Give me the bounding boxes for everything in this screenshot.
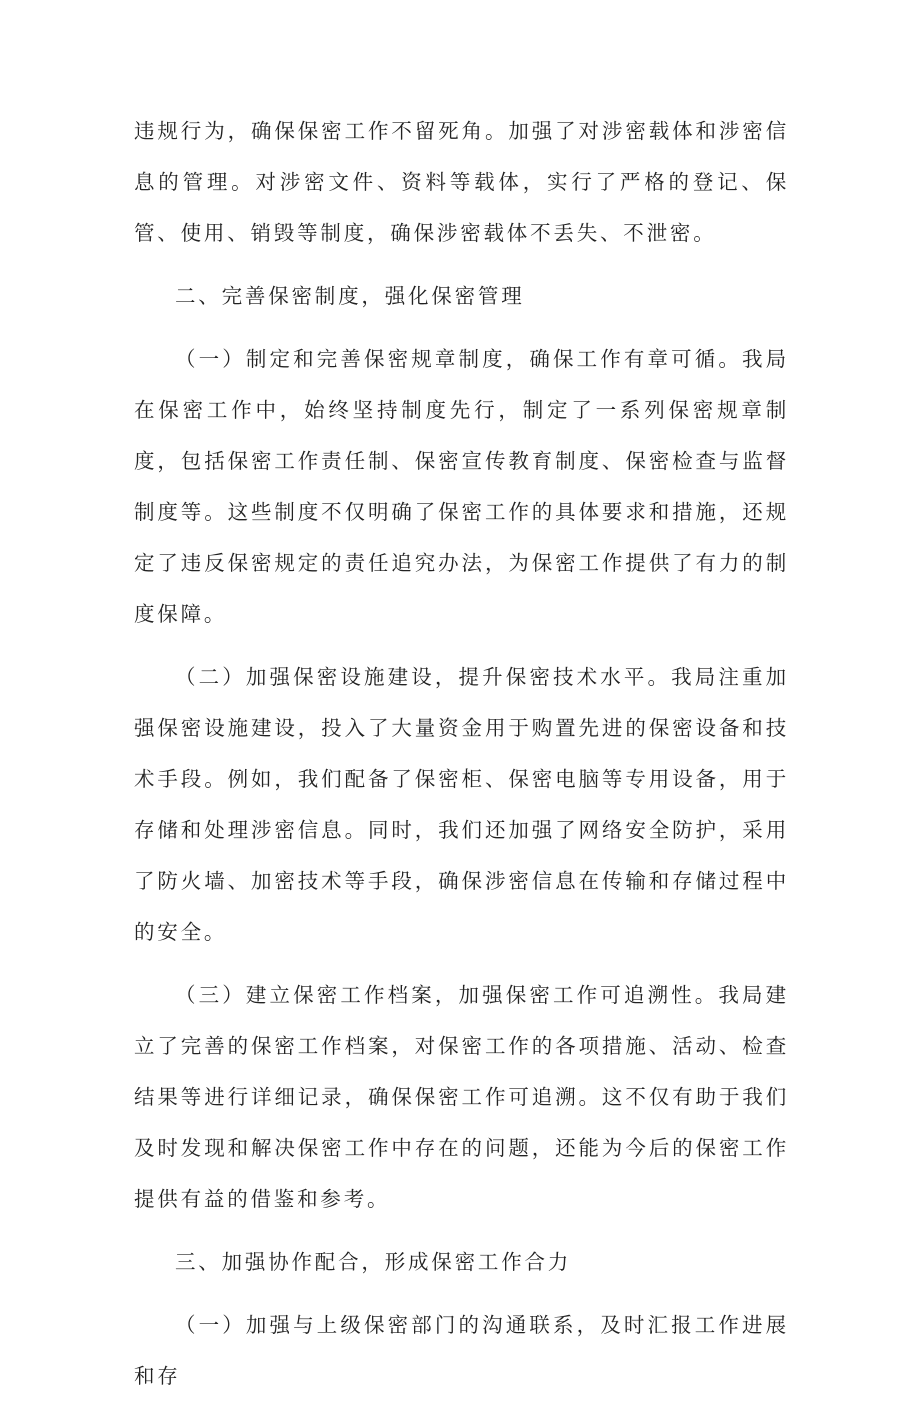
document-body: [134, 106, 789, 1414]
paragraph-2-2: （二）加强保密设施建设，提升保密技术水平。我局注重加强保密设施建设，投入了大量资金用于购置先进的保密设备和技术手段。例如，我们配备了保密柜、保密电脑等专用设备，用于存储和处理涉密信息。同时，我们还加强了网络安全防护，采用了防火墙、加密技术等手段，确保涉密信息在传输和存储过程中的安全。: [134, 665, 789, 944]
paragraph-2-1: （一）制定和完善保密规章制度，确保工作有章可循。我局在保密工作中，始终坚持制度先行，制定了一系列保密规章制度，包括保密工作责任制、保密宣传教育制度、保密检查与监督制度等。这些制度不仅明确了保密工作的具体要求和措施，还规定了违反保密规定的责任追究办法，为保密工作提供了有力的制度保障。: [134, 347, 789, 626]
paragraph-continuation: 违规行为，确保保密工作不留死角。加强了对涉密载体和涉密信息的管理。对涉密文件、资料等载体，实行了严格的登记、保管、使用、销毁等制度，确保涉密载体不丢失、不泄密。: [134, 119, 789, 245]
paragraph-3-1: （一）加强与上级保密部门的沟通联系，及时汇报工作进展和存: [134, 1313, 789, 1388]
paragraph-2-3: （三）建立保密工作档案，加强保密工作可追溯性。我局建立了完善的保密工作档案，对保密工作的各项措施、活动、检查结果等进行详细记录，确保保密工作可追溯。这不仅有助于我们及时发现和解决保密工作中存在的问题，还能为今后的保密工作提供有益的借鉴和参考。: [134, 983, 789, 1211]
section-heading-2: 二、完善保密制度，强化保密管理: [175, 284, 525, 308]
section-heading-3: 三、加强协作配合，形成保密工作合力: [175, 1250, 572, 1274]
